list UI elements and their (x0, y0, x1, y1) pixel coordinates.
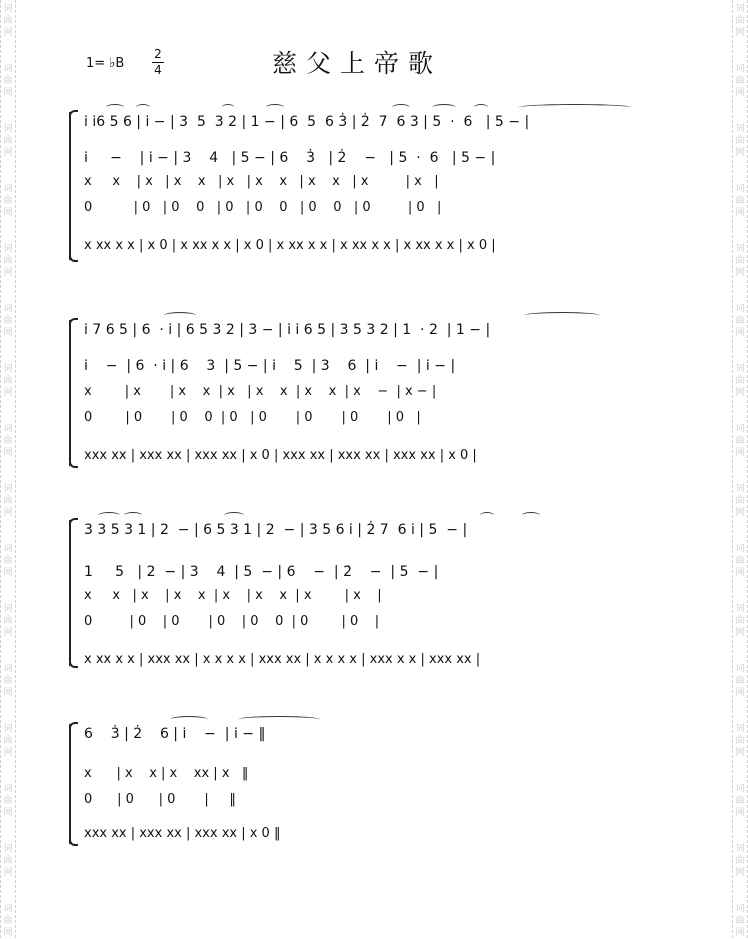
watermark-glyph: 词 (735, 784, 745, 794)
watermark-glyph: 曲 (3, 616, 13, 626)
watermark-glyph: 网 (3, 388, 13, 398)
slur-mark (432, 104, 456, 111)
watermark-glyph: 词 (735, 424, 745, 434)
watermark-glyph: 曲 (735, 256, 745, 266)
rhythm-row: x xx x x | xxx xx | x x x x | xxx xx | x x x x | xxx x x | xxx xx | (84, 652, 481, 667)
watermark-glyph: 词 (3, 424, 13, 434)
watermark-glyph: 曲 (3, 856, 13, 866)
watermark-glyph: 曲 (735, 736, 745, 746)
watermark-glyph: 网 (735, 388, 745, 398)
watermark-glyph: 曲 (3, 916, 13, 926)
score-system-2 (62, 318, 682, 468)
watermark-glyph: 网 (3, 268, 13, 278)
watermark-glyph: 曲 (735, 856, 745, 866)
watermark-glyph: 网 (735, 748, 745, 758)
watermark-glyph: 曲 (735, 16, 745, 26)
watermark-glyph: 网 (735, 268, 745, 278)
slur-mark (136, 104, 150, 111)
melody-row: i̇ i̇6 5 6 | i̇ − | 3 5 3 2 | 1 − | 6 5 6 3̇ | 2̇ 7 6 3 | 5 · 6 | 5 − | (84, 114, 530, 130)
watermark-glyph: 曲 (3, 496, 13, 506)
watermark-glyph: 网 (3, 508, 13, 518)
slur-mark (238, 716, 320, 723)
slur-mark (106, 104, 124, 111)
watermark-glyph: 词 (735, 124, 745, 134)
slur-mark (392, 104, 410, 111)
watermark-glyph: 词 (3, 184, 13, 194)
watermark-glyph: 词 (735, 904, 745, 914)
slur-mark (474, 104, 488, 111)
watermark-glyph: 网 (735, 628, 745, 638)
watermark-glyph: 网 (3, 28, 13, 38)
watermark-glyph: 网 (735, 28, 745, 38)
harmony-row: 1 5 | 2 − | 3 4 | 5 − | 6 − | 2̇ − | 5 − | (84, 564, 439, 580)
watermark-glyph: 曲 (735, 376, 745, 386)
watermark-glyph: 曲 (735, 136, 745, 146)
watermark-glyph: 曲 (735, 436, 745, 446)
time-signature (152, 48, 164, 77)
rest-row: 0 | 0 | 0 | ‖ (84, 792, 236, 807)
system-brace (62, 110, 76, 262)
rhythm-row: x xx x x | x 0 | x xx x x | x 0 | x xx x x | x xx x x | x xx x x | x 0 | (84, 238, 496, 253)
watermark-glyph: 网 (735, 328, 745, 338)
watermark-glyph: 网 (3, 928, 13, 938)
system-brace (62, 518, 76, 668)
slur-mark (518, 104, 632, 111)
harmony-row: i̇ − | i̇ − | 3 4 | 5 − | 6 3̇ | 2̇ − | 5 · 6 | 5 − | (84, 150, 496, 166)
watermark-glyph: 词 (735, 184, 745, 194)
percussion-row: x x | x | x x | x | x x | x | x | (84, 588, 382, 603)
watermark-glyph: 曲 (3, 316, 13, 326)
rest-row: 0 | 0 | 0 0 | 0 | 0 | 0 | 0 | 0 | (84, 410, 421, 425)
watermark-glyph: 网 (735, 868, 745, 878)
slur-mark (124, 512, 142, 519)
watermark-glyph: 曲 (3, 436, 13, 446)
watermark-glyph: 网 (3, 328, 13, 338)
slur-mark (266, 104, 284, 111)
rhythm-row: xxx xx | xxx xx | xxx xx | x 0 | xxx xx | xxx xx | xxx xx | x 0 | (84, 448, 477, 463)
score-system-3 (62, 518, 682, 668)
watermark-glyph: 词 (3, 724, 13, 734)
slur-mark (222, 104, 234, 111)
watermark-glyph: 词 (735, 724, 745, 734)
watermark-glyph: 网 (3, 208, 13, 218)
watermark-glyph: 曲 (3, 76, 13, 86)
rhythm-row: xxx xx | xxx xx | xxx xx | x 0 ‖ (84, 826, 281, 841)
watermark-glyph: 词 (3, 484, 13, 494)
watermark-glyph: 曲 (735, 916, 745, 926)
meter-bottom: 4 (154, 63, 162, 77)
watermark-glyph: 网 (735, 148, 745, 158)
watermark-glyph: 网 (3, 868, 13, 878)
watermark-glyph: 网 (735, 508, 745, 518)
watermark-glyph: 网 (3, 628, 13, 638)
watermark-glyph: 曲 (3, 376, 13, 386)
watermark-glyph: 曲 (3, 196, 13, 206)
watermark-glyph: 网 (3, 688, 13, 698)
watermark-glyph: 曲 (735, 616, 745, 626)
song-title: 慈父上帝歌 (272, 49, 443, 78)
percussion-row: x | x x | x xx | x ‖ (84, 766, 249, 781)
watermark-glyph: 网 (735, 88, 745, 98)
watermark-glyph: 曲 (735, 556, 745, 566)
slur-mark (480, 512, 494, 519)
watermark-glyph: 词 (735, 844, 745, 854)
slur-mark (164, 312, 196, 319)
watermark-glyph: 网 (735, 448, 745, 458)
rest-row: 0 | 0 | 0 0 | 0 | 0 0 | 0 0 | 0 | 0 | (84, 200, 442, 215)
watermark-glyph: 网 (735, 808, 745, 818)
score-header (0, 40, 748, 80)
watermark-glyph: 曲 (735, 76, 745, 86)
watermark-glyph: 词 (3, 844, 13, 854)
watermark-glyph: 曲 (3, 736, 13, 746)
watermark-glyph: 曲 (735, 496, 745, 506)
watermark-glyph: 词 (735, 304, 745, 314)
watermark-glyph: 网 (3, 88, 13, 98)
watermark-glyph: 网 (735, 568, 745, 578)
watermark-glyph: 曲 (3, 556, 13, 566)
watermark-glyph: 曲 (3, 136, 13, 146)
watermark-glyph: 词 (3, 784, 13, 794)
watermark-glyph: 曲 (735, 676, 745, 686)
watermark-glyph: 词 (3, 904, 13, 914)
watermark-glyph: 词 (3, 304, 13, 314)
watermark-glyph: 网 (3, 748, 13, 758)
watermark-glyph: 词 (735, 244, 745, 254)
watermark-glyph: 词 (735, 664, 745, 674)
watermark-glyph: 词 (3, 544, 13, 554)
score-system-4 (62, 722, 382, 846)
watermark-glyph: 词 (735, 484, 745, 494)
meter-top: 2 (154, 47, 162, 61)
watermark-glyph: 网 (735, 688, 745, 698)
watermark-glyph: 曲 (735, 196, 745, 206)
watermark-glyph: 词 (3, 244, 13, 254)
percussion-row: x | x | x x | x | x x | x x | x − | x − | (84, 384, 437, 399)
key-signature: 1= ♭B (86, 56, 125, 71)
melody-row: 3 3 5 3 1 | 2 − | 6 5 3 1 | 2 − | 3 5 6 i̇ | 2̇ 7 6 i̇ | 5 − | (84, 522, 468, 538)
melody-row: i̇ 7 6 5 | 6 · i̇ | 6 5 3 2 | 3 − | i̇ i̇ 6 5 | 3 5 3 2 | 1 · 2 | 1 − | (84, 322, 491, 338)
score-system-1 (62, 110, 682, 262)
slur-mark (522, 512, 540, 519)
watermark-glyph: 网 (3, 448, 13, 458)
harmony-row: i̇ − | 6 · i̇ | 6 3 | 5 − | i̇ 5 | 3 6 | i̇ − | i̇ − | (84, 358, 456, 374)
rest-row: 0 | 0 | 0 | 0 | 0 0 | 0 | 0 | (84, 614, 380, 629)
system-brace (62, 318, 76, 468)
watermark-glyph: 词 (735, 544, 745, 554)
watermark-glyph: 曲 (3, 676, 13, 686)
slur-mark (170, 716, 208, 723)
watermark-glyph: 曲 (735, 316, 745, 326)
watermark-glyph: 词 (3, 64, 13, 74)
watermark-glyph: 词 (735, 604, 745, 614)
watermark-glyph: 网 (3, 568, 13, 578)
watermark-glyph: 词 (735, 364, 745, 374)
watermark-glyph: 网 (735, 928, 745, 938)
watermark-glyph: 网 (3, 148, 13, 158)
watermark-glyph: 网 (3, 808, 13, 818)
melody-row: 6 3̇ | 2̇ 6 | i̇ − | i̇ − ‖ (84, 726, 266, 742)
watermark-glyph: 曲 (735, 796, 745, 806)
watermark-glyph: 词 (3, 604, 13, 614)
watermark-glyph: 词 (3, 364, 13, 374)
watermark-glyph: 曲 (3, 16, 13, 26)
slur-mark (98, 512, 120, 519)
percussion-row: x x | x | x x | x | x x | x x | x | x | (84, 174, 439, 189)
slur-mark (524, 312, 600, 319)
watermark-glyph: 曲 (3, 256, 13, 266)
watermark-glyph: 词 (3, 664, 13, 674)
watermark-glyph: 曲 (3, 796, 13, 806)
slur-mark (224, 512, 244, 519)
watermark-glyph: 词 (735, 64, 745, 74)
watermark-glyph: 词 (3, 4, 13, 14)
system-brace (62, 722, 76, 846)
watermark-glyph: 词 (735, 4, 745, 14)
watermark-glyph: 词 (3, 124, 13, 134)
watermark-glyph: 网 (735, 208, 745, 218)
